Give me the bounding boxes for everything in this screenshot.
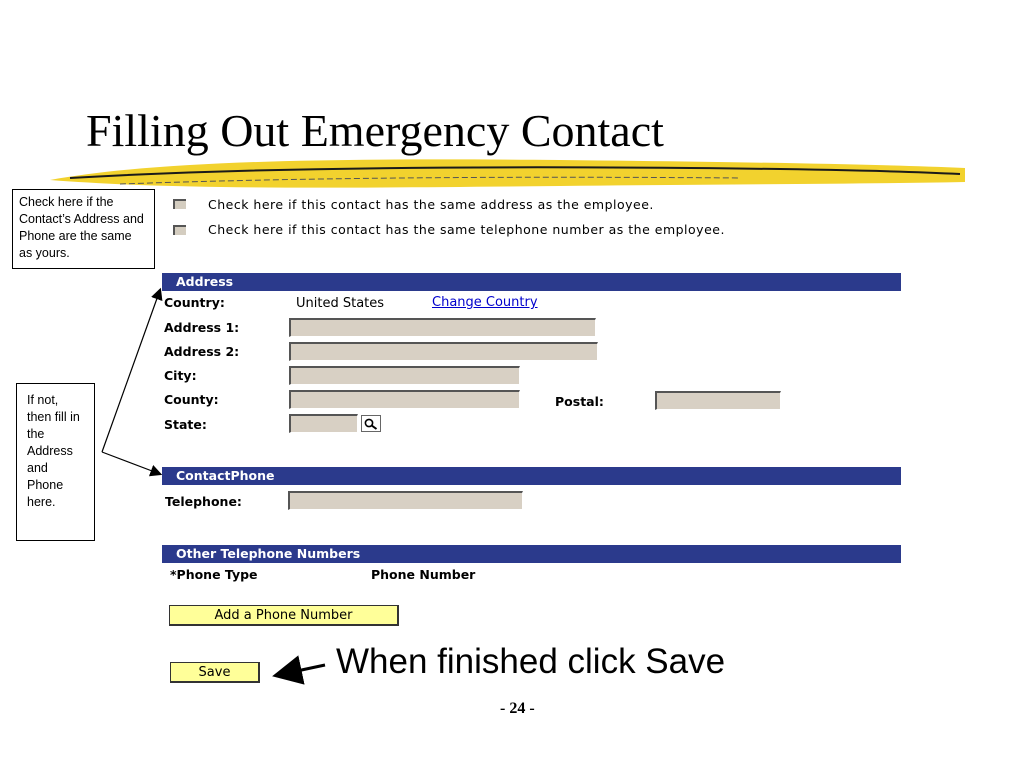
address1-label: Address 1: (164, 320, 240, 335)
country-value: United States (296, 296, 385, 311)
same-phone-label: Check here if this contact has the same telephone number as the employee. (208, 222, 725, 237)
state-field[interactable] (289, 414, 358, 433)
same-address-label: Check here if this contact has the same address as the employee. (208, 197, 654, 212)
telephone-field[interactable] (288, 491, 523, 510)
telephone-label: Telephone: (165, 494, 242, 509)
phone-type-column-header: *Phone Type (170, 567, 258, 582)
magnifier-icon (364, 418, 378, 430)
save-button[interactable]: Save (170, 662, 260, 683)
postal-field[interactable] (655, 391, 781, 410)
other-phones-section-header: Other Telephone Numbers (162, 545, 901, 563)
address1-field[interactable] (289, 318, 596, 337)
address-section-header: Address (162, 273, 901, 291)
county-field[interactable] (289, 390, 520, 409)
contact-phone-section-header: ContactPhone (162, 467, 901, 485)
same-phone-checkbox[interactable] (173, 225, 186, 235)
add-phone-number-button[interactable]: Add a Phone Number (169, 605, 399, 626)
save-instruction: When finished click Save (336, 642, 726, 681)
state-lookup-button[interactable] (361, 415, 381, 432)
country-label: Country: (164, 295, 225, 310)
callout-same-as-yours: Check here if the Contact’s Address and Phone are the same as yours. (12, 189, 155, 269)
page-number: - 24 - (500, 700, 535, 717)
address2-label: Address 2: (164, 344, 240, 359)
county-label: County: (164, 392, 219, 407)
phone-number-column-header: Phone Number (371, 567, 476, 582)
slide-title: Filling Out Emergency Contact (86, 105, 664, 156)
same-address-checkbox[interactable] (173, 199, 186, 209)
city-field[interactable] (289, 366, 520, 385)
address2-field[interactable] (289, 342, 598, 361)
state-label: State: (164, 417, 207, 432)
callout-fill-in: If not, then fill in the Address and Phone here. (16, 383, 95, 541)
change-country-link[interactable]: Change Country (432, 295, 538, 310)
postal-label: Postal: (555, 394, 604, 409)
city-label: City: (164, 368, 197, 383)
